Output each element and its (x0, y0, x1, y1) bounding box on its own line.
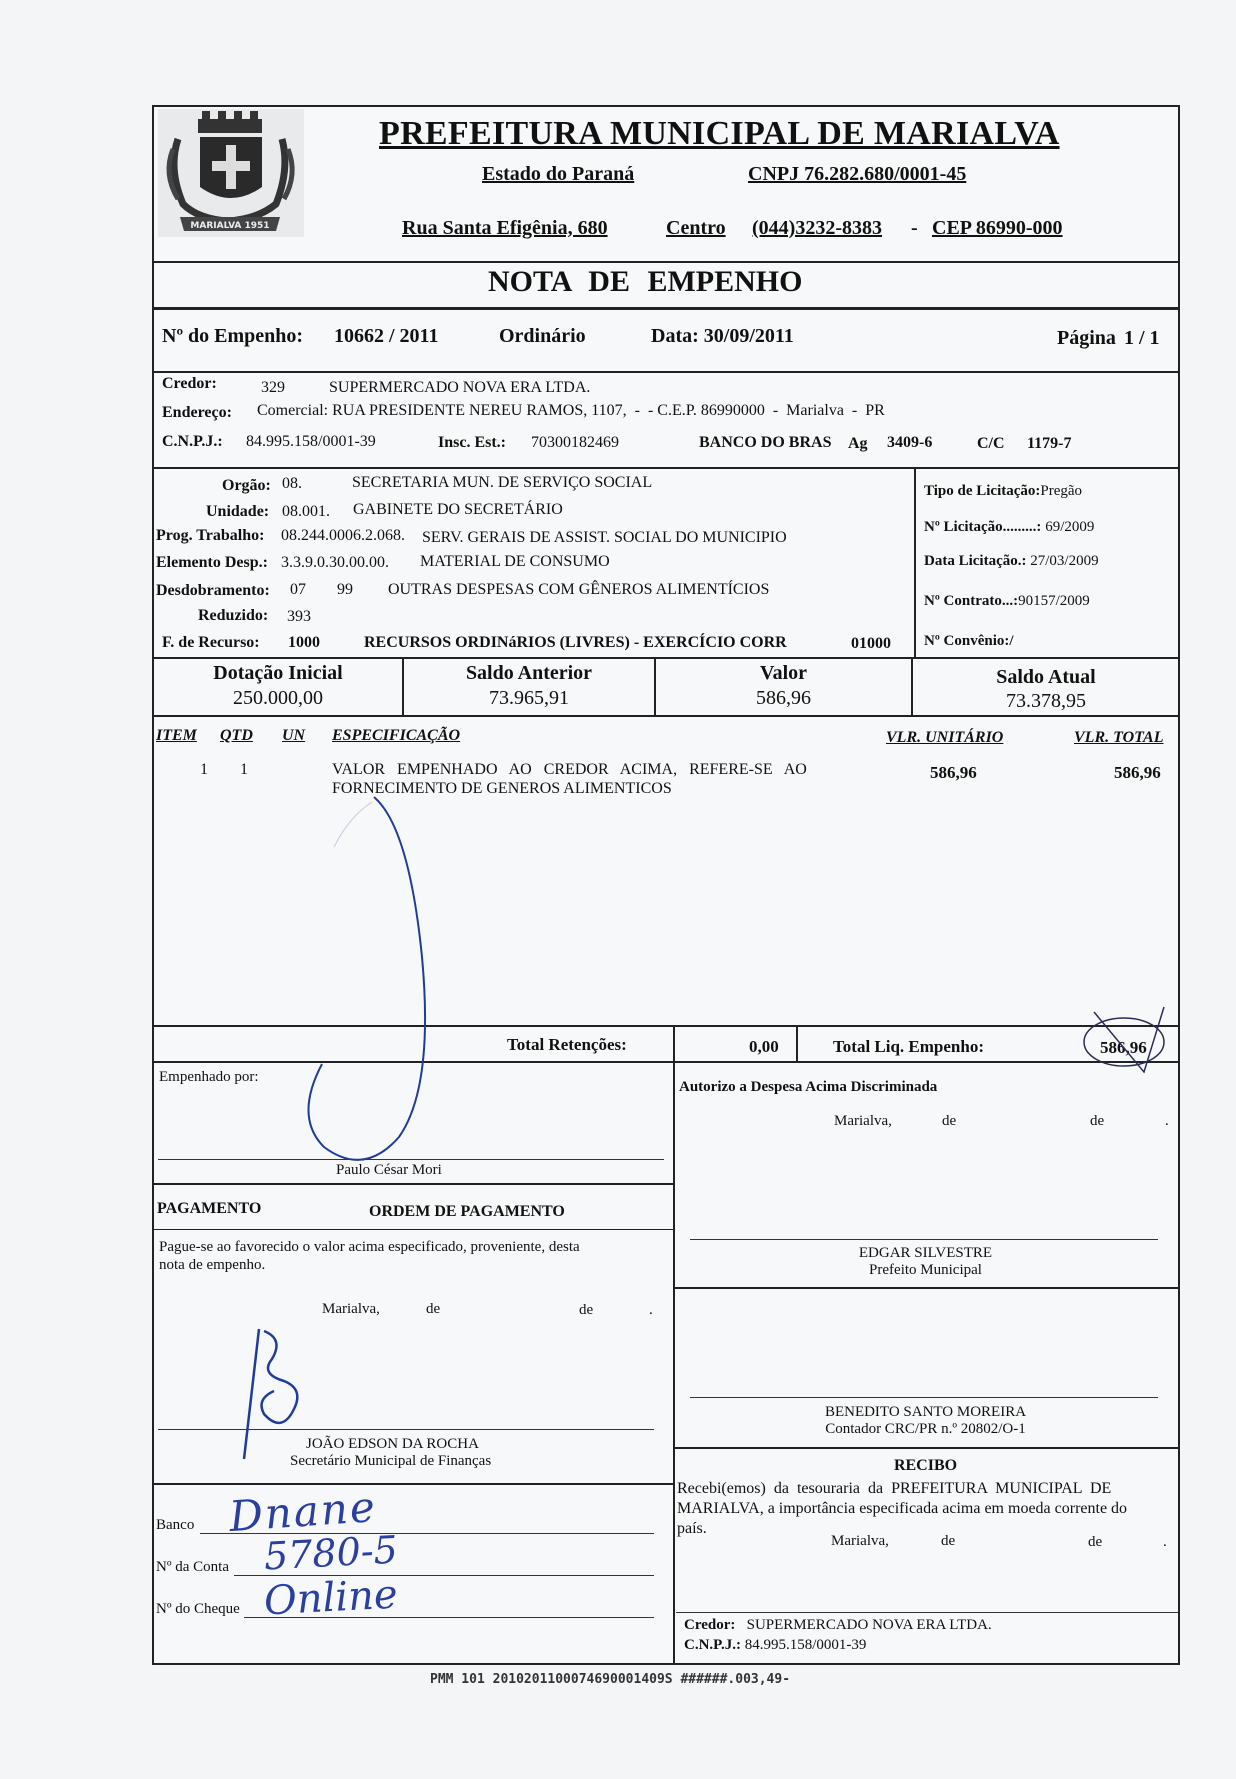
num-licitacao: Nº Licitação.........: 69/2009 (924, 519, 1095, 535)
credor-code: 329 (261, 379, 285, 396)
prefeito-role: Prefeito Municipal (869, 1262, 982, 1278)
conta-handwritten: 5780-5 (262, 1527, 399, 1579)
empenho-number: 10662 / 2011 (334, 325, 439, 347)
pagamento-city: Marialva, (322, 1301, 380, 1317)
empenhado-por-name: Paulo César Mori (336, 1162, 442, 1178)
col-qtd-header: QTD (220, 727, 253, 744)
recibo-city: Marialva, (831, 1533, 889, 1549)
ordem-pagamento-title: ORDEM DE PAGAMENTO (369, 1203, 565, 1220)
row-vlr-total: 586,96 (1114, 763, 1161, 782)
recibo-cnpj: C.N.P.J.: 84.995.158/0001-39 (684, 1637, 867, 1653)
recurso-label: F. de Recurso: (162, 634, 260, 651)
reduzido-label: Reduzido: (198, 607, 269, 624)
credor-cnpj: 84.995.158/0001-39 (246, 433, 376, 450)
credor-bank: BANCO DO BRAS (699, 434, 832, 451)
contador-role: Contador CRC/PR n.º 20802/O-1 (825, 1421, 1026, 1437)
recurso-code2: 01000 (851, 635, 891, 652)
row-spec-line2: FORNECIMENTO DE GENEROS ALIMENTICOS (332, 780, 672, 797)
empenho-date: Data: 30/09/2011 (651, 325, 794, 347)
total-liq-label: Total Liq. Empenho: (833, 1037, 984, 1056)
recibo-title: RECIBO (893, 1457, 958, 1474)
num-contrato: Nº Contrato...:90157/2009 (924, 593, 1090, 609)
autorizo-de2: de (1090, 1113, 1105, 1129)
pagamento-de1: de (426, 1301, 441, 1317)
header-phone: (044)3232-8383 (752, 217, 882, 239)
empenho-type: Ordinário (499, 325, 586, 347)
header-cep: CEP 86990-000 (932, 217, 1063, 239)
document-title: NOTA DE EMPENHO (488, 265, 803, 298)
total-retencoes-value: 0,00 (749, 1037, 779, 1056)
header-state: Estado do Paraná (482, 163, 635, 185)
row-item: 1 (200, 761, 208, 778)
valor-value: 586,96 (756, 687, 811, 709)
recibo-line1: Recebi(emos) da tesouraria da PREFEITURA MUNICIPAL DE (677, 1480, 1112, 1497)
col-vlr-total-header: VLR. TOTAL (1074, 729, 1164, 746)
autorizo-city: Marialva, (834, 1113, 892, 1129)
credor-name: SUPERMERCADO NOVA ERA LTDA. (329, 379, 591, 396)
recibo-line2: MARIALVA, a importância especificada acima em moeda corrente do (677, 1500, 1128, 1517)
recibo-credor: Credor: SUPERMERCADO NOVA ERA LTDA. (684, 1617, 992, 1633)
header-cnpj: CNPJ 76.282.680/0001-45 (748, 163, 967, 185)
svg-text:MARIALVA 1951: MARIALVA 1951 (190, 221, 270, 231)
credor-label: Credor: (162, 375, 217, 392)
ag-label: Ag (848, 435, 868, 452)
pagamento-text2: nota de empenho. (159, 1257, 266, 1273)
secretario-name: JOÃO EDSON DA ROCHA (306, 1436, 479, 1452)
credor-ag: 3409-6 (887, 434, 933, 451)
header-separator: - (911, 217, 918, 239)
address-label: Endereço: (162, 404, 232, 421)
prog-code: 08.244.0006.2.068. (281, 527, 405, 544)
prefeito-name: EDGAR SILVESTRE (858, 1245, 993, 1261)
cheque-label: Nº do Cheque (156, 1601, 240, 1617)
num-convenio: Nº Convênio:/ (924, 633, 1014, 649)
row-qtd: 1 (240, 761, 248, 778)
banco-label: Banco (156, 1517, 195, 1533)
data-licitacao: Data Licitação.: 27/03/2009 (924, 553, 1099, 569)
total-liq-value: 586,96 (1100, 1038, 1147, 1057)
col-spec-header: ESPECIFICAÇÃO (332, 727, 461, 744)
unidade-code: 08.001. (282, 503, 330, 520)
credor-address: Comercial: RUA PRESIDENTE NEREU RAMOS, 1107, - - C.E.P. 86990000 - Marialva - PR (257, 402, 885, 419)
recibo-line3: país. (677, 1520, 707, 1537)
dotacao-inicial-label: Dotação Inicial (213, 662, 343, 684)
footer-code: PMM 101 2010201100074690001409S ######.003,49- (430, 1672, 791, 1687)
cc-label: C/C (977, 435, 1005, 452)
unidade-name: GABINETE DO SECRETÁRIO (353, 501, 563, 518)
autorizo-dot: . (1165, 1113, 1169, 1129)
orgao-code: 08. (282, 475, 302, 492)
autorizo-title: Autorizo a Despesa Acima Discriminada (679, 1079, 938, 1095)
desdobramento-code1: 07 (290, 581, 306, 598)
pagamento-de2: de (579, 1302, 594, 1318)
desdobramento-name: OUTRAS DESPESAS COM GÊNEROS ALIMENTÍCIOS (388, 581, 770, 598)
page-value: 1 / 1 (1124, 327, 1160, 349)
recibo-dot: . (1163, 1534, 1167, 1550)
recurso-code: 1000 (288, 634, 320, 651)
municipal-crest-icon (158, 109, 304, 237)
dotacao-inicial-value: 250.000,00 (233, 687, 323, 709)
saldo-atual-label: Saldo Atual (996, 666, 1096, 688)
recibo-de2: de (1088, 1534, 1103, 1550)
col-item-header: ITEM (156, 727, 197, 744)
pagamento-text1: Pague-se ao favorecido o valor acima especificado, proveniente, desta (159, 1239, 580, 1255)
desdobramento-code2: 99 (337, 581, 353, 598)
empenho-label: Nº do Empenho: (162, 325, 304, 347)
tipo-licitacao-label: Tipo de Licitação:Pregão (924, 483, 1083, 499)
cnpj-label: C.N.P.J.: (162, 433, 223, 450)
pagamento-dot: . (649, 1302, 653, 1318)
prog-name: SERV. GERAIS DE ASSIST. SOCIAL DO MUNICIPIO (422, 529, 787, 546)
elemento-name: MATERIAL DE CONSUMO (420, 553, 610, 570)
contador-name: BENEDITO SANTO MOREIRA (824, 1404, 1027, 1420)
elemento-code: 3.3.9.0.30.00.00. (281, 554, 389, 571)
elemento-label: Elemento Desp.: (156, 554, 268, 571)
credor-cc: 1179-7 (1027, 435, 1072, 452)
pagamento-label: PAGAMENTO (157, 1200, 262, 1217)
credor-insc: 70300182469 (531, 434, 619, 451)
recurso-name: RECURSOS ORDINáRIOS (LIVRES) - EXERCÍCIO CORR (364, 634, 787, 651)
nota-de-empenho-document (152, 105, 1180, 1665)
col-vlr-unit-header: VLR. UNITÁRIO (886, 729, 1004, 746)
cheque-handwritten: Online (262, 1571, 399, 1625)
col-un-header: UN (282, 727, 306, 744)
conta-label: Nº da Conta (156, 1559, 229, 1575)
row-spec-line1: VALOR EMPENHADO AO CREDOR ACIMA, REFERE-SE AO (332, 761, 807, 778)
banco-handwritten: Dnane (227, 1481, 379, 1542)
header-district: Centro (666, 217, 726, 239)
prog-label: Prog. Trabalho: (156, 527, 265, 544)
desdobramento-label: Desdobramento: (156, 582, 270, 599)
header-address: Rua Santa Efigênia, 680 (402, 217, 608, 239)
saldo-anterior-value: 73.965,91 (489, 687, 569, 709)
row-vlr-unit: 586,96 (930, 763, 977, 782)
saldo-anterior-label: Saldo Anterior (465, 662, 593, 684)
autorizo-de1: de (942, 1113, 957, 1129)
recibo-de1: de (941, 1533, 956, 1549)
saldo-atual-value: 73.378,95 (1006, 690, 1086, 712)
total-retencoes-label: Total Retenções: (507, 1035, 627, 1054)
unidade-label: Unidade: (206, 503, 270, 520)
orgao-name: SECRETARIA MUN. DE SERVIÇO SOCIAL (352, 474, 653, 491)
secretario-role: Secretário Municipal de Finanças (290, 1453, 492, 1469)
insc-label: Insc. Est.: (438, 434, 507, 451)
page-label: Página (1057, 327, 1116, 349)
header-title: PREFEITURA MUNICIPAL DE MARIALVA (379, 115, 1060, 152)
valor-label: Valor (759, 662, 808, 684)
empenhado-por-label: Empenhado por: (159, 1069, 259, 1085)
reduzido-value: 393 (287, 608, 311, 625)
orgao-label: Orgão: (222, 477, 271, 494)
